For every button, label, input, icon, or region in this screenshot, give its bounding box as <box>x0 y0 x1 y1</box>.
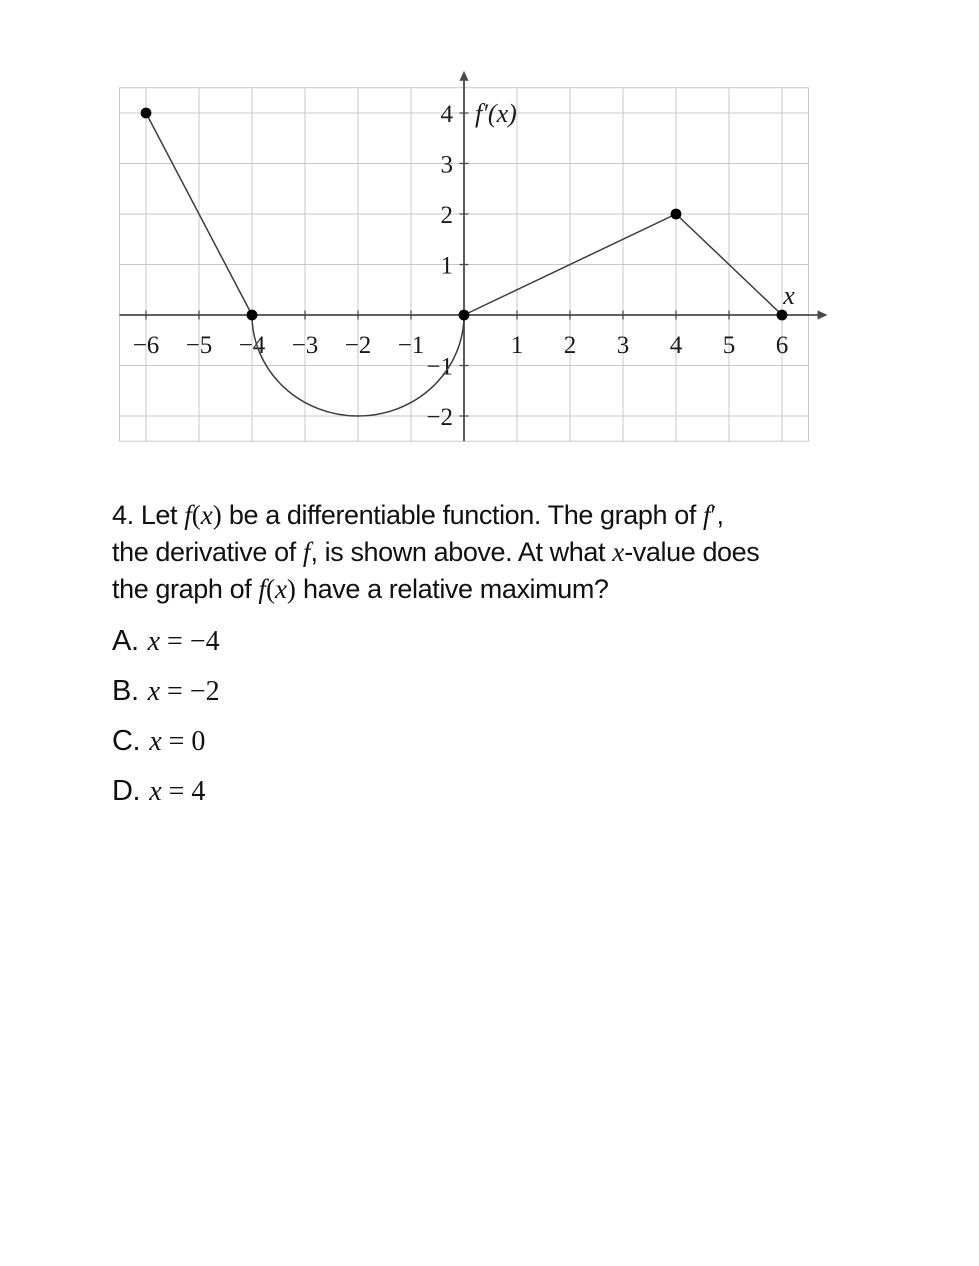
option-C <box>112 724 220 774</box>
math-segment: f <box>302 537 311 567</box>
x-tick-label: 4 <box>669 332 683 359</box>
math-segment: x <box>149 726 162 757</box>
math-segment: x <box>612 537 625 567</box>
y-tick-label: 1 <box>440 252 453 280</box>
x-tick-label: 1 <box>510 332 524 359</box>
x-tick-label: −6 <box>132 332 160 359</box>
math-segment: ) <box>286 574 296 604</box>
math-segment: = 4 <box>161 776 206 807</box>
y-tick-label: 3 <box>440 151 453 179</box>
x-tick-label: 2 <box>563 332 577 359</box>
x-axis-arrow-icon <box>818 310 828 319</box>
data-point <box>777 310 788 321</box>
question-line <box>112 497 912 534</box>
text-segment: have a relative maximum? <box>295 574 609 604</box>
math-segment: f <box>258 574 266 604</box>
option-letter: C. <box>112 725 141 757</box>
option-D <box>112 774 220 824</box>
math-segment: x <box>274 574 287 604</box>
text-segment: the derivative of <box>112 537 303 567</box>
question-text <box>112 497 912 608</box>
question-line <box>112 534 912 571</box>
text-segment: 4. Let <box>112 500 185 530</box>
fprime-graph <box>0 0 979 470</box>
text-segment: the graph of <box>112 574 259 604</box>
x-tick-label: −5 <box>185 332 213 359</box>
question-line <box>112 571 912 608</box>
x-tick-label: −3 <box>291 332 319 359</box>
math-segment: f <box>703 500 711 530</box>
data-point <box>141 108 152 119</box>
math-segment: x <box>147 626 161 657</box>
y-tick-label: −2 <box>426 404 453 431</box>
math-segment: f <box>184 500 192 530</box>
option-A <box>112 624 220 674</box>
y-axis-arrow-icon <box>459 71 468 81</box>
text-segment: , <box>716 500 724 530</box>
text-segment: -value does <box>624 537 760 567</box>
answer-options <box>112 624 220 824</box>
math-segment: = 0 <box>161 726 206 757</box>
math-segment: x <box>147 676 161 707</box>
x-tick-label: −4 <box>238 332 266 359</box>
option-letter: A. <box>112 625 139 657</box>
x-tick-label: 3 <box>616 332 630 359</box>
text-segment: , is shown above. At what <box>310 537 613 567</box>
data-point <box>459 310 470 321</box>
y-tick-label: −1 <box>426 353 453 381</box>
math-segment: ) <box>212 500 222 530</box>
option-B <box>112 674 220 724</box>
x-tick-label: 5 <box>722 332 736 359</box>
y-axis-label: f′(x) <box>475 99 517 128</box>
math-segment: ( <box>265 574 275 604</box>
data-point <box>671 209 682 220</box>
option-letter: D. <box>112 775 141 807</box>
data-point <box>247 310 258 321</box>
y-tick-label: 4 <box>440 101 453 128</box>
y-tick-label: 2 <box>440 202 453 229</box>
math-segment: ′ <box>710 500 717 530</box>
x-axis-label: x <box>783 281 795 310</box>
x-tick-labels <box>133 332 789 359</box>
math-segment: = −4 <box>160 626 220 657</box>
axes <box>120 71 828 442</box>
y-tick-labels <box>426 101 453 431</box>
x-tick-label: −2 <box>344 332 372 359</box>
math-segment: = −2 <box>160 676 220 707</box>
math-segment: ( <box>191 500 201 530</box>
math-segment: x <box>149 776 162 807</box>
math-segment: x <box>200 500 213 530</box>
x-tick-label: 6 <box>775 332 789 359</box>
option-letter: B. <box>112 675 139 707</box>
text-segment: be a differentiable function. The graph of <box>221 500 704 530</box>
x-tick-label: −1 <box>397 332 425 359</box>
